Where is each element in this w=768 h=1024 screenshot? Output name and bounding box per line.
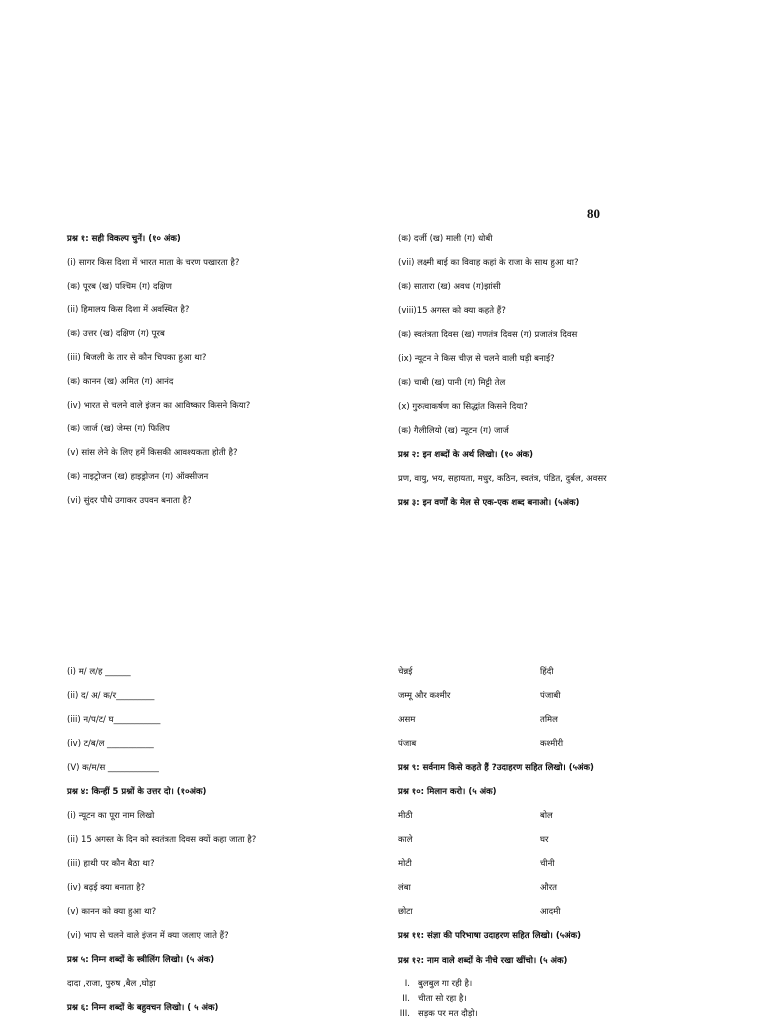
left-bottom-line-1: (ii) द/ अ/ क/र_________ [67, 691, 155, 701]
right-top-line-8: (क) गैलीलियो (ख) न्यूटन (ग) जार्ज [398, 426, 509, 436]
rb-t1-cell-0-1: हिंदी [540, 667, 554, 677]
question-11: प्रश्न ११: संज्ञा की परिभाषा उदाहरण सहित लिखो। (५अंक) [398, 931, 582, 941]
q12-item-text: बुलबुल गा रही है। [418, 979, 473, 989]
left-bottom-line-14: प्रश्न ६: निम्न शब्दों के बहुवचन लिखो। ( ५ अंक) [67, 1003, 219, 1013]
rb-t2-cell-2-1: चीनी [540, 859, 555, 869]
left-top-line-10: (क) नाइट्रोजन (ख) हाइड्रोजन (ग) ऑक्सीजन [67, 472, 209, 482]
right-top-line-4: (क) स्वतंत्रता दिवस (ख) गणतंत्र दिवस (ग) प्रजातंत्र दिवस [398, 330, 578, 340]
left-bottom-line-2: (iii) न/प/ट/ घ___________ [67, 715, 161, 725]
rb-t2-cell-2-0: मोटी [398, 859, 412, 869]
left-top-line-5: (iii) बिजली के तार से कौन चिपका हुआ था? [67, 353, 207, 363]
left-bottom-line-12: प्रश्न ५: निम्न शब्दों के स्त्रीलिंग लिखो। (५ अंक) [67, 955, 215, 965]
q12-item-number: II. [402, 994, 410, 1004]
question-9: प्रश्न ९: सर्वनाम किसे कहते हैं ?उदाहरण सहित लिखो। (५अंक) [398, 763, 594, 773]
left-top-line-2: (क) पूरब (ख) पश्चिम (ग) दक्षिण [67, 281, 172, 292]
right-top-line-3: (viii)15 अगस्त को क्या कहते हैं? [398, 306, 506, 316]
right-top-line-6: (क) चाबी (ख) पानी (ग) मिट्टी तेल [398, 378, 506, 388]
left-bottom-line-10: (v) कानन को क्या हुआ था? [67, 907, 157, 917]
left-top-line-1: (i) सागर किस दिशा में भारत माता के चरण पखारता है? [67, 257, 240, 268]
q12-item-number: I. [404, 979, 410, 989]
q12-item [388, 978, 472, 990]
rb-t2-cell-3-1: औरत [540, 883, 558, 893]
q12-item [388, 1008, 478, 1020]
left-bottom-line-13: दादा ,राजा, पुरुष ,बैल ,घोड़ा [67, 979, 156, 989]
rb-t1-cell-1-0: जम्मू और कश्मीर [398, 691, 451, 701]
rb-t1-cell-2-1: तमिल [540, 715, 558, 725]
left-top-line-0: प्रश्न १: सही विकल्प चुनें। (१० अंक) [67, 234, 181, 244]
question-10: प्रश्न १०: मिलान करो। (५ अंक) [398, 787, 497, 797]
question-12: प्रश्न १२: नाम वाले शब्दों के नीचे रखा खींचो। (५ अंक) [398, 956, 568, 966]
right-top-line-9: प्रश्न २: इन शब्दों के अर्थ लिखो। (१० अंक) [398, 450, 533, 460]
page-number: 80 [587, 206, 600, 221]
left-bottom-line-11: (vi) भाप से चलने वाले इंजन में क्या जलाए जाते हैं? [67, 931, 229, 941]
left-top-line-9: (v) सांस लेने के लिए हमें किसकी आवश्यकता होती है? [67, 448, 238, 459]
right-top-line-10: प्रण, वायु, भय, सहायता, मधुर, कठिन, स्वतंत्र, पंडित, दुर्बल, अवसर [398, 474, 607, 484]
left-top-line-8: (क) जार्ज (ख) जेम्स (ग) फिलिप [67, 424, 170, 435]
right-top-line-1: (vii) लक्ष्मी बाई का विवाह कहां के राजा के साथ हुआ था? [398, 258, 579, 268]
q12-item-text: सड़क पर मत दौड़ो। [418, 1009, 478, 1019]
rb-t2-cell-1-0: काले [398, 835, 413, 845]
rb-t2-cell-0-0: मीठी [398, 811, 413, 821]
right-top-line-2: (क) सातारा (ख) अवध (ग)झांसी [398, 282, 501, 292]
left-top-line-7: (iv) भारत से चलने वाले इंजन का आविष्कार किसने किया? [67, 400, 251, 411]
left-bottom-line-7: (ii) 15 अगस्त के दिन को स्वतंत्रता दिवस क्यों कहा जाता है? [67, 835, 257, 845]
left-top-line-11: (vi) सुंदर पौधे उगाकर उपवन बनाता है? [67, 495, 192, 506]
right-top-line-11: प्रश्न ३: इन वर्णों के मेल से एक-एक शब्द बनाओ। (५अंक) [398, 498, 580, 508]
right-top-line-0: (क) दर्जी (ख) माली (ग) धोबी [398, 234, 493, 244]
left-bottom-line-4: (V) क/म/स ____________ [67, 763, 159, 773]
left-bottom-line-9: (iv) बढ़ई क्या बनाता है? [67, 883, 146, 893]
right-top-line-7: (x) गुरुत्वाकर्षण का सिद्धांत किसने दिया? [398, 402, 528, 412]
rb-t1-cell-0-0: चेन्नई [398, 667, 413, 677]
q12-item [388, 993, 467, 1005]
rb-t2-cell-4-1: आदमी [540, 907, 561, 917]
rb-t1-cell-3-1: कश्मीरी [540, 739, 564, 749]
rb-t2-cell-0-1: बोल [540, 811, 553, 821]
left-bottom-line-0: (i) म/ ल/ह ______ [67, 667, 131, 677]
right-top-line-5: (ix) न्यूटन ने किस चीज़ से चलने वाली घड़ी बनाई? [398, 354, 555, 364]
rb-t2-cell-4-0: छोटा [398, 907, 413, 917]
left-bottom-line-8: (iii) हाथी पर कौन बैठा था? [67, 859, 155, 869]
q12-item-number: III. [399, 1009, 410, 1019]
rb-t1-cell-3-0: पंजाब [398, 739, 417, 749]
left-bottom-line-3: (iv) ट/ब/ल ___________ [67, 739, 154, 749]
rb-t2-cell-1-1: घर [540, 835, 549, 845]
left-top-line-4: (क) उत्तर (ख) दक्षिण (ग) पूरब [67, 329, 165, 340]
left-top-line-6: (क) कानन (ख) अमित (ग) आनंद [67, 376, 174, 387]
rb-t2-cell-3-0: लंबा [398, 883, 411, 893]
left-bottom-line-5: प्रश्न ४: किन्हीं 5 प्रश्नों के उत्तर दो। (१०अंक) [67, 787, 207, 797]
rb-t1-cell-1-1: पंजाबी [540, 691, 561, 701]
q12-item-text: चीता सो रहा है। [418, 994, 467, 1004]
left-bottom-line-6: (i) न्यूटन का पूरा नाम लिखो [67, 811, 155, 821]
rb-t1-cell-2-0: असम [398, 715, 416, 725]
left-top-line-3: (ii) हिमालय किस दिशा में अवस्थित है? [67, 305, 190, 316]
